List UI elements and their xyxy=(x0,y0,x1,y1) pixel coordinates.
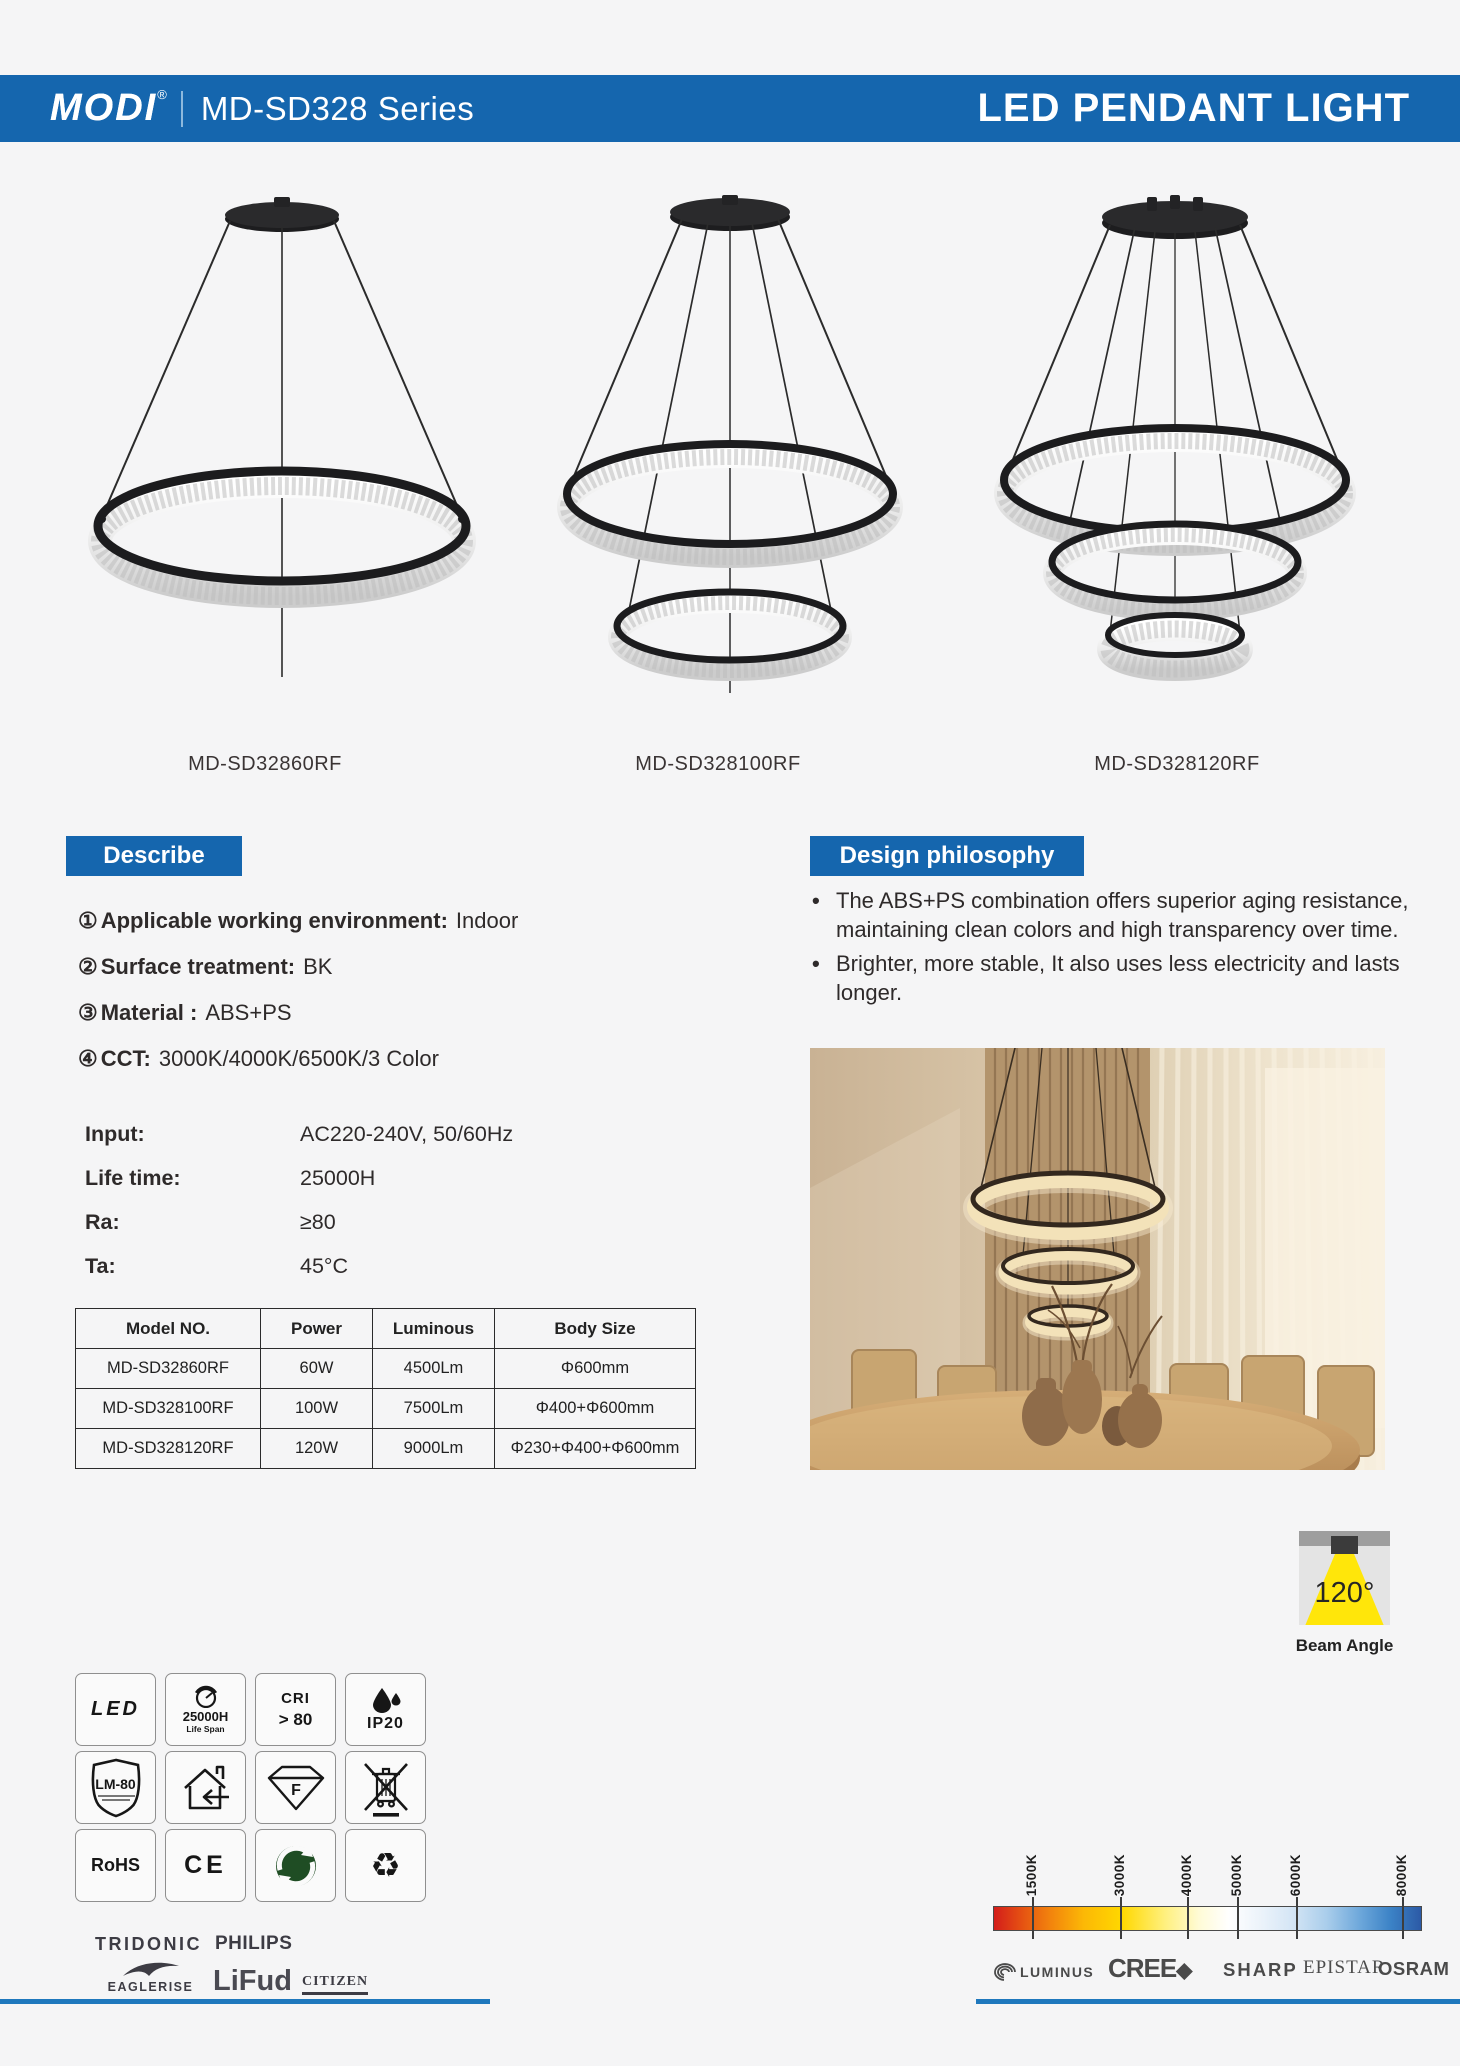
weee-icon xyxy=(345,1751,426,1824)
brand-cree xyxy=(1108,1953,1192,1984)
describe-section-title: Describe xyxy=(66,836,242,876)
describe-list xyxy=(78,898,698,1082)
cree-diamond-icon: ◆ xyxy=(1176,1959,1193,1982)
spec-label: Input: xyxy=(85,1121,145,1146)
ip-rating: IP20 xyxy=(367,1714,404,1732)
cell-luminous: 7500Lm xyxy=(373,1389,495,1429)
col-header-luminous: Luminous xyxy=(373,1309,495,1349)
col-header-power: Power xyxy=(261,1309,373,1349)
pendant-image-3-ring xyxy=(950,185,1400,745)
led-label: LED xyxy=(91,1698,140,1720)
spec-label: Ra: xyxy=(85,1209,120,1234)
house-arrow-icon xyxy=(177,1761,235,1815)
beam-angle-value: 120° xyxy=(1314,1577,1375,1609)
green-dot-icon xyxy=(255,1829,336,1902)
brand-philips: PHILIPS xyxy=(215,1933,293,1954)
bullet-text: The ABS+PS combination offers superior aging resistance, maintaining clean colors and high transparency over time. xyxy=(836,888,1409,942)
cell-power: 100W xyxy=(261,1389,373,1429)
cct-gradient-bar xyxy=(993,1906,1422,1931)
cct-tick xyxy=(1237,1897,1239,1939)
item-number: ① xyxy=(78,908,98,933)
bullet-text: Brighter, more stable, It also uses less electricity and lasts longer. xyxy=(836,951,1400,1005)
beam-fixture xyxy=(1331,1536,1358,1554)
cell-model: MD-SD32860RF xyxy=(76,1349,261,1389)
cell-power: 60W xyxy=(261,1349,373,1389)
brand-tridonic: TRIDONIC xyxy=(95,1934,202,1954)
design-bullet xyxy=(812,949,1412,1007)
spec-row xyxy=(85,1112,705,1156)
brand-lifud: LiFud xyxy=(213,1965,292,1997)
rohs-label: RoHS xyxy=(91,1855,140,1875)
item-value: 3000K/4000K/6500K/3 Color xyxy=(158,1046,439,1071)
lm80-label: LM-80 xyxy=(95,1776,136,1792)
item-value: BK xyxy=(303,954,333,979)
cct-tick xyxy=(1296,1897,1298,1939)
brand-epistar: EPISTAR xyxy=(1303,1957,1386,1978)
registered-mark: ® xyxy=(157,87,167,102)
eagle-icon xyxy=(119,1960,183,1978)
cct-label: 1500K xyxy=(1023,1853,1039,1896)
spec-value: ≥80 xyxy=(300,1209,336,1234)
footer-divider-right xyxy=(976,1999,1460,2004)
spec-value: 25000H xyxy=(300,1165,376,1190)
cell-bodysize: Φ400+Φ600mm xyxy=(495,1389,696,1429)
cct-tick xyxy=(1120,1897,1122,1939)
lifespan-hours: 25000H xyxy=(182,1709,229,1724)
bullet-icon: • xyxy=(812,951,820,976)
item-value: ABS+PS xyxy=(205,1000,292,1025)
lm80-fine-print xyxy=(102,1799,130,1801)
cell-bodysize: Φ230+Φ400+Φ600mm xyxy=(495,1429,696,1469)
brand-luminus xyxy=(990,1962,1094,1982)
cct-label: 6000K xyxy=(1288,1853,1304,1896)
cell-luminous: 9000Lm xyxy=(373,1429,495,1469)
item-label: Material : xyxy=(100,1000,198,1025)
brand-osram: OSRAM xyxy=(1378,1958,1450,1979)
col-header-bodysize: Body Size xyxy=(495,1309,696,1349)
item-label: CCT: xyxy=(100,1046,151,1071)
product-model-label: MD-SD32860RF xyxy=(188,753,342,775)
item-value: Indoor xyxy=(455,908,519,933)
eaglerise-label: EAGLERISE xyxy=(107,1980,194,1994)
ip20-icon xyxy=(345,1673,426,1746)
header-bar xyxy=(0,75,1460,142)
lm80-fine-print xyxy=(98,1795,135,1797)
design-bullet-list xyxy=(812,886,1412,1012)
f-mark-letter: F xyxy=(290,1781,301,1799)
cct-tick xyxy=(1402,1897,1404,1939)
pendant-image-2-ring xyxy=(530,185,930,745)
item-number: ④ xyxy=(78,1046,98,1071)
design-bullet xyxy=(812,886,1412,944)
green-dot-arrows-icon xyxy=(273,1843,319,1889)
brand-eaglerise xyxy=(98,1960,203,1994)
describe-item xyxy=(78,898,698,944)
lifespan-label: Life Span xyxy=(186,1724,225,1734)
spec-label: Life time: xyxy=(85,1165,181,1190)
luminus-swirl-icon xyxy=(990,1962,1017,1982)
cell-model: MD-SD328100RF xyxy=(76,1389,261,1429)
product-type-title: LED PENDANT LIGHT xyxy=(977,86,1410,130)
led-icon xyxy=(75,1673,156,1746)
cri-icon xyxy=(255,1673,336,1746)
cct-label: 5000K xyxy=(1228,1853,1244,1896)
series-title: MD-SD328 Series xyxy=(200,89,475,127)
table-row xyxy=(76,1389,696,1429)
recycle-glyph: ♻ xyxy=(370,1845,401,1886)
luminus-label: LUMINUS xyxy=(1020,1964,1095,1980)
spec-label: Ta: xyxy=(85,1253,116,1278)
ce-label: CE xyxy=(184,1851,227,1879)
pendant-image-1-ring xyxy=(60,185,500,745)
bullet-icon: • xyxy=(812,888,820,913)
spec-row xyxy=(85,1156,705,1200)
item-label: Applicable working environment: xyxy=(100,908,448,933)
beam-angle-icon xyxy=(1299,1531,1390,1625)
lm80-icon xyxy=(75,1751,156,1824)
diamond-f-icon xyxy=(265,1762,327,1814)
cct-tick xyxy=(1032,1897,1034,1939)
describe-item xyxy=(78,990,698,1036)
rohs-icon xyxy=(75,1829,156,1902)
certification-grid xyxy=(75,1673,426,1902)
cree-label: CREE xyxy=(1108,1953,1177,1983)
cct-scale xyxy=(993,1840,1422,1940)
item-label: Surface treatment: xyxy=(100,954,296,979)
spec-row xyxy=(85,1244,705,1288)
ce-icon xyxy=(165,1829,246,1902)
model-spec-table xyxy=(75,1308,696,1469)
product-model-label: MD-SD328120RF xyxy=(1094,753,1260,775)
product-model-label: MD-SD328100RF xyxy=(635,753,801,775)
indoor-use-icon xyxy=(165,1751,246,1824)
lifespan-icon xyxy=(165,1673,246,1746)
brand-lockup xyxy=(50,87,474,130)
cct-label: 3000K xyxy=(1111,1853,1127,1896)
design-section-title: Design philosophy xyxy=(810,836,1084,876)
cell-bodysize: Φ600mm xyxy=(495,1349,696,1389)
spec-value: 45°C xyxy=(300,1253,349,1278)
cell-power: 120W xyxy=(261,1429,373,1469)
clock-icon xyxy=(192,1685,220,1708)
cri-value: > 80 xyxy=(278,1709,313,1729)
cct-tick xyxy=(1187,1897,1189,1939)
f-mark-icon xyxy=(255,1751,336,1824)
footer-divider-left xyxy=(0,1999,490,2004)
brand-sharp: SHARP xyxy=(1223,1959,1298,1980)
table-row xyxy=(76,1429,696,1469)
brand-citizen: CITIZEN xyxy=(302,1974,368,1995)
lifestyle-photo xyxy=(810,1048,1385,1470)
beam-angle-label: Beam Angle xyxy=(1295,1636,1394,1655)
table-row xyxy=(76,1349,696,1389)
col-header-model: Model NO. xyxy=(76,1309,261,1349)
item-number: ③ xyxy=(78,1000,98,1025)
describe-item xyxy=(78,1036,698,1082)
crossed-bin-icon xyxy=(357,1758,415,1818)
spec-row xyxy=(85,1200,705,1244)
brand-logo: MODI xyxy=(50,87,158,129)
spec-list xyxy=(85,1112,705,1288)
cell-luminous: 4500Lm xyxy=(373,1349,495,1389)
water-drops-icon xyxy=(370,1687,402,1713)
cri-label: CRI xyxy=(281,1689,310,1707)
cct-label: 8000K xyxy=(1394,1853,1410,1896)
table-header-row xyxy=(76,1309,696,1349)
header-separator xyxy=(181,91,183,127)
cct-label: 4000K xyxy=(1179,1853,1195,1896)
cell-model: MD-SD328120RF xyxy=(76,1429,261,1469)
recycle-icon xyxy=(345,1829,426,1902)
describe-item xyxy=(78,944,698,990)
spec-value: AC220-240V, 50/60Hz xyxy=(300,1121,514,1146)
item-number: ② xyxy=(78,954,98,979)
